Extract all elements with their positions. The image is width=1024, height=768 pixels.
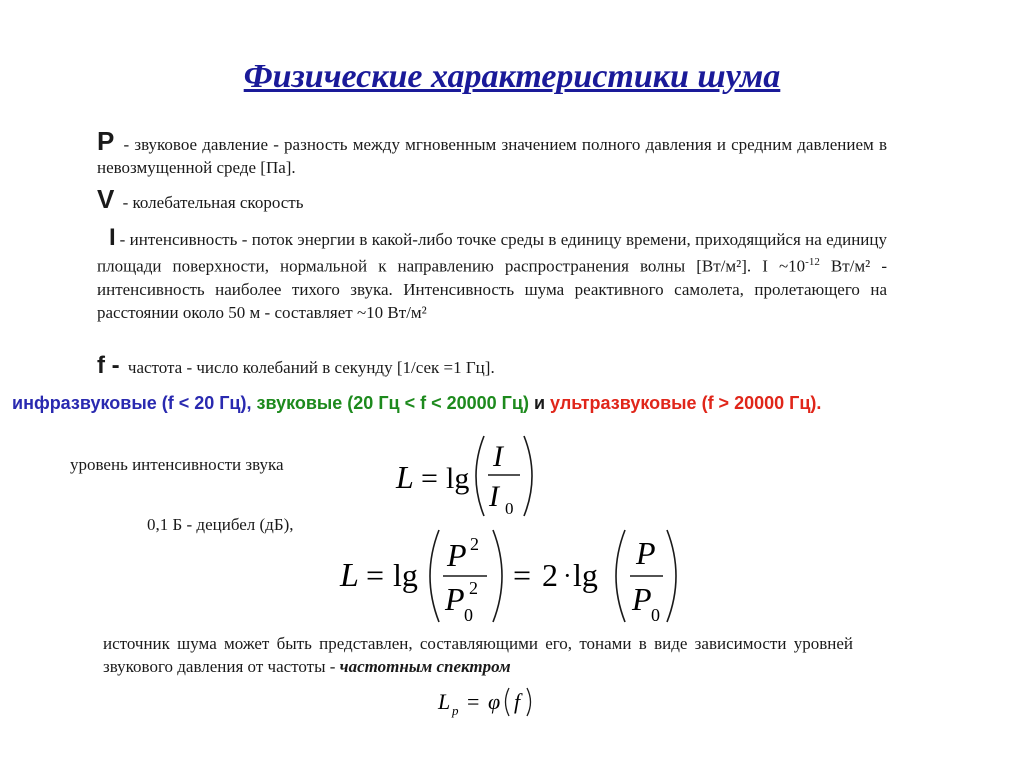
intensity-symbol: I	[109, 224, 116, 251]
f3-L: L	[438, 689, 451, 714]
velocity-text: - колебательная скорость	[118, 193, 304, 212]
spectrum-formula	[432, 683, 542, 723]
frequency-text: частота - число колебаний в секунду [1/сек =1 Гц].	[123, 358, 495, 377]
f2-right-paren	[493, 530, 502, 622]
f3-f: f	[514, 689, 521, 714]
frequency-bands	[12, 393, 821, 414]
bands-conjunction: и	[533, 393, 546, 413]
frequency-symbol: f -	[97, 352, 120, 379]
velocity-symbol: V	[97, 184, 115, 214]
f3-subscript: p	[452, 703, 459, 718]
decibel-formula	[335, 524, 695, 628]
f2-lhs: L	[340, 557, 359, 594]
f2-lg: lg	[393, 557, 418, 593]
f2-left-paren	[430, 530, 439, 622]
pressure-text: - звуковое давление - разность между мгновенным значением полного давления и средним давлением в невозмущенной среде [Па].	[97, 135, 887, 177]
intensity-exponent: -12	[805, 256, 820, 268]
f1-eq: =	[421, 462, 438, 495]
level-formula	[390, 428, 550, 524]
pressure-symbol: P	[97, 126, 115, 156]
velocity-definition	[97, 184, 887, 214]
f2-eq: =	[366, 557, 385, 593]
f2-two: 2	[542, 557, 558, 593]
f3-left-paren	[506, 688, 510, 716]
f2-dot: ·	[563, 561, 572, 590]
f3-right-paren	[527, 688, 531, 716]
f2-denominator: P	[445, 581, 465, 617]
spectrum-paragraph	[103, 632, 853, 678]
f2-left-paren-2	[616, 530, 625, 622]
intensity-definition	[97, 226, 887, 324]
f2-eq2: =	[513, 557, 532, 593]
f1-right-paren	[524, 436, 532, 516]
spectrum-text: источник шума может быть представлен, составляющими его, тонами в виде зависимости уровней звукового давления от частоты -	[103, 634, 853, 676]
page-title: Физические характеристики шума	[243, 58, 781, 95]
ultrasound-band: ультразвуковые (f > 20000 Гц).	[550, 393, 822, 413]
intensity-text-b: Вт/м² - интенсивность наиболее тихого звука. Интенсивность шума реактивного самолета, пролетающего на расстоянии около 50 м - составляет ~10 Вт/м²	[97, 256, 887, 322]
f1-numerator: I	[493, 440, 503, 473]
decibel-label: 0,1 Б - децибел (дБ),	[147, 515, 294, 534]
f3-phi: φ	[488, 689, 501, 714]
f1-lg: lg	[446, 462, 470, 495]
f2-num-exponent: 2	[470, 534, 479, 554]
f2-denominator-2: P	[632, 581, 652, 617]
spectrum-emphasis: частотным спектром	[339, 657, 511, 676]
f1-left-paren	[476, 436, 484, 516]
infrasound-band: инфразвуковые (f < 20 Гц),	[12, 393, 252, 413]
intensity-text-a: - интенсивность - поток энергии в какой-либо точке среды в единицу времени, приходящийся на единицу площади поверхности, нормальной к направлению распространения волны [Вт/м²]. I ~10	[97, 230, 887, 276]
pressure-definition	[97, 126, 887, 179]
f1-lhs: L	[396, 459, 414, 495]
audible-band: звуковые (20 Гц < f < 20000 Гц)	[256, 393, 529, 413]
f2-numerator: P	[447, 537, 467, 573]
f2-numerator-2: P	[636, 535, 656, 571]
frequency-definition	[97, 354, 887, 379]
f2-lg2: lg	[573, 557, 598, 593]
intensity-level-label: уровень интенсивности звука	[70, 455, 284, 474]
f2-den-subscript: 0	[464, 605, 473, 625]
f3-eq: =	[467, 689, 480, 714]
f1-denominator: I	[489, 480, 499, 513]
f1-subscript: 0	[505, 499, 514, 518]
f2-den-subscript-2: 0	[651, 605, 660, 625]
f2-right-paren-2	[667, 530, 676, 622]
f2-den-exponent: 2	[469, 578, 478, 598]
